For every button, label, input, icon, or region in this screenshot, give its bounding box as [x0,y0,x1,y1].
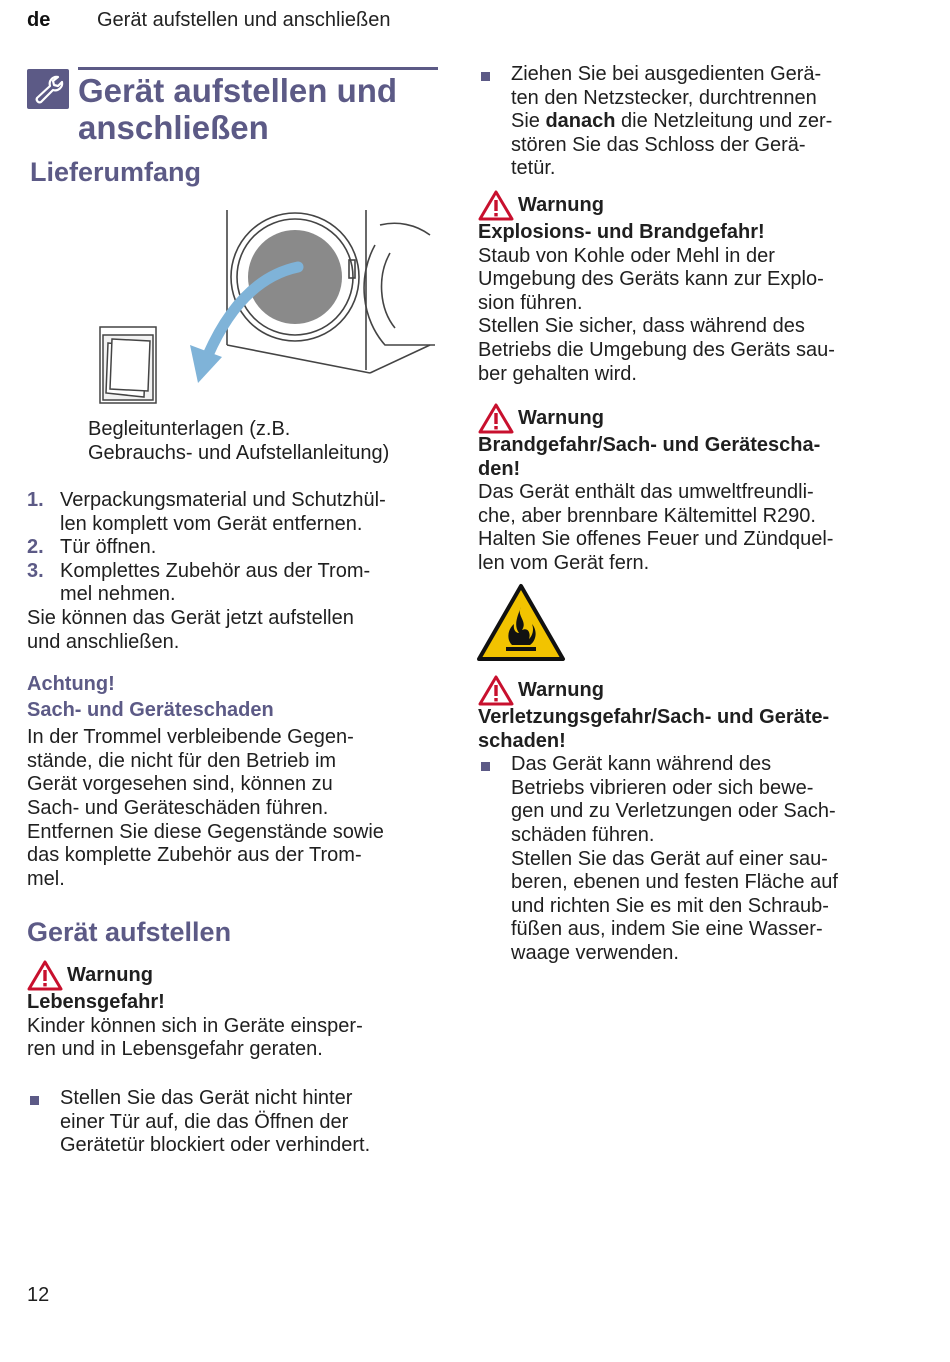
warning-triangle-icon [478,190,514,221]
delivery-illustration [90,205,435,415]
documents-icon [100,327,156,403]
list-item: 2. Tür öffnen. [27,536,157,559]
title-rule [78,67,438,70]
warning-label: Warnung [518,678,604,701]
warning-label: Warnung [518,193,604,216]
warning-triangle-icon [478,675,514,706]
bullet-square [481,762,490,771]
bullet-door: Stellen Sie das Gerät nicht hinter einer Tür auf, die das Öffnen der Gerätetür blockiert oder verhindert. [27,1087,439,1158]
bullet-square [30,1096,39,1105]
bullet-disposal: Ziehen Sie bei ausgedienten Gerä- ten den Netzstecker, durchtrennen Sie danach die Netzleitung und zer- stören Sie das Schloss der Gerä- tetür. [478,63,893,181]
warning-triangle-icon [478,403,514,434]
page-title: Gerät aufstellen und anschließen [78,72,398,146]
achtung-label: Achtung! [27,673,115,695]
warning-triangle-icon [27,960,63,991]
warning-explosion: Warnung Explosions- und Brandgefahr! Staub von Kohle oder Mehl in der Umgebung des Geräts kann zur Explo- sion führen. Stellen Sie sicher, dass während des Betriebs die Umgebung des Geräts sau- ber gehalten wird. [478,190,893,386]
warning-fire: Warnung Brandgefahr/Sach- und Gerätescha- den! Das Gerät enthält das umweltfreundli- che, aber brennbare Kältemittel R290. Halten Sie offenes Feuer und Zündquel- len vom Gerät fern. [478,403,893,576]
heading-geraet-aufstellen: Gerät aufstellen [27,917,232,947]
list-item: 3. Komplettes Zubehör aus der Trom- mel nehmen. [27,559,371,606]
flammable-warning-sign-icon [476,583,566,663]
bullet-square [481,72,490,81]
danger-title: Brandgefahr/Sach- und Gerätescha- [478,434,821,456]
wrench-icon [27,69,69,109]
warning-label: Warnung [518,406,604,429]
danger-title: Explosions- und Brandgefahr! [478,221,765,243]
warning-lebensgefahr: Warnung Lebensgefahr! Kinder können sich in Geräte einsper- ren und in Lebensgefahr geraten. [27,960,439,1062]
danger-title: Verletzungsgefahr/Sach- und Geräte- [478,706,830,728]
list-item: 1. Verpackungsmaterial und Schutzhül- len komplett vom Gerät entfernen. [27,489,386,535]
running-header: Gerät aufstellen und anschließen [97,9,391,31]
achtung-notice: Achtung! Sach- und Geräteschaden In der Trommel verbleibende Gegen- stände, die nicht für den Betrieb im Gerät vorgesehen sind, können zu Sach- und Geräteschäden führen. Entfernen Sie diese Gegenstände sowie das komplette Zubehör aus der Trom- mel. [27,673,439,891]
page-number: 12 [27,1284,50,1306]
heading-lieferumfang: Lieferumfang [30,157,202,187]
unpacking-steps: 1. Verpackungsmaterial und Schutzhül- len komplett vom Gerät entfernen. 2. Tür öffnen. 3. Komplettes Zubehör aus der Trom- mel nehmen. Sie können das Gerät jetzt aufstellen und anschließen. [27,489,439,654]
warning-injury: Warnung Verletzungsgefahr/Sach- und Geräte- schaden! Das Gerät kann während des Betriebs vibrieren oder sich bewe- gen und zu Verletzungen oder Sach- schäden führen. Stellen Sie das Gerät auf einer sau- beren, ebenen und festen Fläche auf und richten Sie es mit den Schraub- füßen aus, indem Sie eine Wasser- waage verwenden. [478,675,893,966]
illustration-caption: Begleitunterlagen (z.B. Gebrauchs- und Aufstellanleitung) [88,418,390,464]
language-code: de [27,9,51,31]
warning-label: Warnung [67,963,153,986]
danger-title: Lebensgefahr! [27,991,165,1013]
achtung-subtitle: Sach- und Geräteschaden [27,698,274,721]
